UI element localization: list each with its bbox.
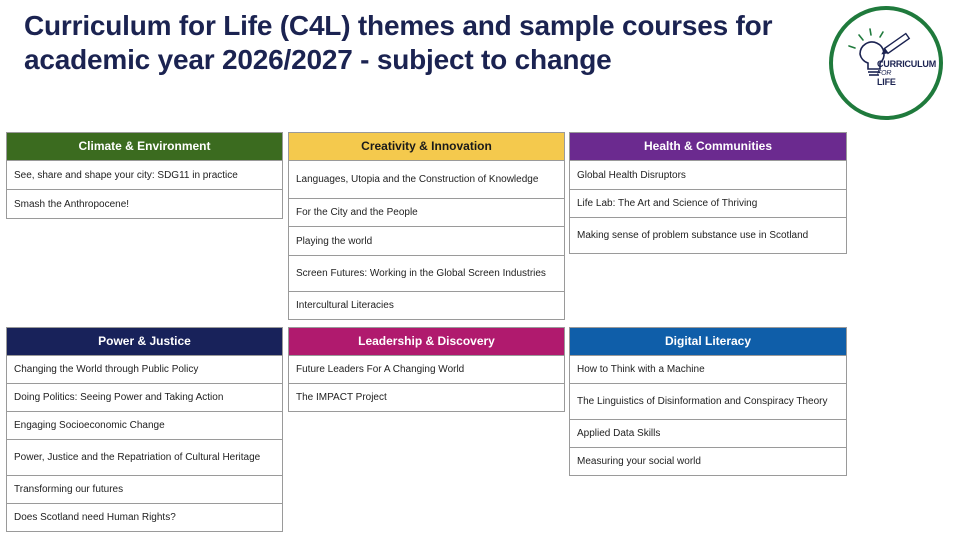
theme-digital-literacy bbox=[569, 327, 847, 476]
course-item: Does Scotland need Human Rights? bbox=[7, 503, 282, 531]
course-item: Making sense of problem substance use in Scotland bbox=[570, 217, 846, 253]
course-item: Doing Politics: Seeing Power and Taking Action bbox=[7, 383, 282, 411]
page-title: Curriculum for Life (C4L) themes and sample courses for academic year 2026/2027 - subject to change bbox=[24, 10, 773, 75]
theme-header: Power & Justice bbox=[7, 328, 282, 355]
course-item: How to Think with a Machine bbox=[570, 355, 846, 383]
theme-header: Creativity & Innovation bbox=[289, 133, 564, 160]
course-item: Power, Justice and the Repatriation of Cultural Heritage bbox=[7, 439, 282, 475]
course-item: Engaging Socioeconomic Change bbox=[7, 411, 282, 439]
theme-health-communities bbox=[569, 132, 847, 254]
theme-creativity-innovation bbox=[288, 132, 565, 320]
theme-climate-environment bbox=[6, 132, 283, 219]
course-item: Future Leaders For A Changing World bbox=[289, 355, 564, 383]
course-item: Applied Data Skills bbox=[570, 419, 846, 447]
course-item: Life Lab: The Art and Science of Thriving bbox=[570, 189, 846, 217]
theme-header: Leadership & Discovery bbox=[289, 328, 564, 355]
logo-text-for: FOR bbox=[877, 70, 892, 77]
theme-leadership-discovery bbox=[288, 327, 565, 412]
logo-text-curriculum: CURRICULUM bbox=[877, 59, 936, 69]
curriculum-for-life-logo bbox=[829, 6, 943, 120]
course-item: Languages, Utopia and the Construction of Knowledge bbox=[289, 160, 564, 198]
theme-power-justice bbox=[6, 327, 283, 532]
course-item: Changing the World through Public Policy bbox=[7, 355, 282, 383]
theme-header: Health & Communities bbox=[570, 133, 846, 160]
course-item: Intercultural Literacies bbox=[289, 291, 564, 319]
logo-text-life: LIFE bbox=[877, 77, 896, 87]
course-item: Measuring your social world bbox=[570, 447, 846, 475]
course-item: The IMPACT Project bbox=[289, 383, 564, 411]
course-item: For the City and the People bbox=[289, 198, 564, 226]
theme-header: Digital Literacy bbox=[570, 328, 846, 355]
course-item: Transforming our futures bbox=[7, 475, 282, 503]
theme-header: Climate & Environment bbox=[7, 133, 282, 160]
course-item: Global Health Disruptors bbox=[570, 160, 846, 189]
course-item: See, share and shape your city: SDG11 in practice bbox=[7, 160, 282, 189]
course-item: Smash the Anthropocene! bbox=[7, 189, 282, 218]
course-item: Screen Futures: Working in the Global Screen Industries bbox=[289, 255, 564, 291]
course-item: Playing the world bbox=[289, 226, 564, 255]
course-item: The Linguistics of Disinformation and Conspiracy Theory bbox=[570, 383, 846, 419]
